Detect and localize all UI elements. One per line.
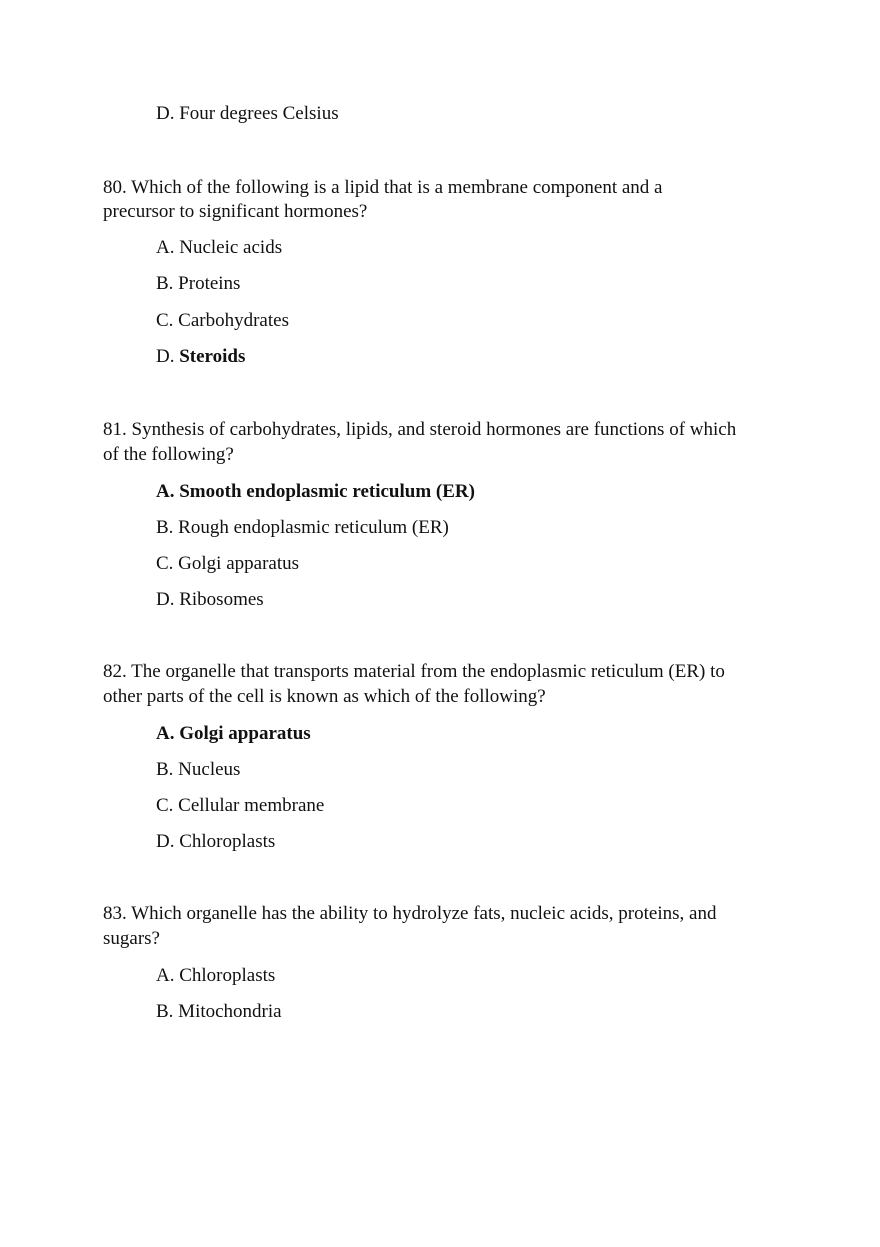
question-text: 83. Which organelle has the ability to hydrolyze fats, nucleic acids, proteins, and (103, 903, 717, 924)
option: D. Chloroplasts (156, 831, 276, 852)
question-text: 81. Synthesis of carbohydrates, lipids, and steroid hormones are functions of which (103, 419, 737, 440)
option: C. Carbohydrates (156, 310, 289, 331)
answer-text: Steroids (179, 346, 246, 367)
question-text: of the following? (103, 444, 234, 465)
option: C. Cellular membrane (156, 795, 325, 816)
question-text: 82. The organelle that transports material from the endoplasmic reticulum (ER) to (103, 661, 725, 682)
option: D. Ribosomes (156, 589, 264, 610)
option: A. Nucleic acids (156, 237, 283, 258)
option: B. Nucleus (156, 759, 241, 780)
option-correct (156, 345, 245, 369)
question-text: sugars? (103, 928, 160, 949)
question-text: 80. Which of the following is a lipid that is a membrane component and a (103, 177, 663, 198)
question-text: other parts of the cell is known as which of the following? (103, 686, 546, 707)
question-text: precursor to significant hormones? (103, 201, 368, 222)
option: C. Golgi apparatus (156, 553, 300, 574)
option-prefix: D. (156, 346, 180, 367)
option: B. Rough endoplasmic reticulum (ER) (156, 517, 449, 538)
option: B. Mitochondria (156, 1001, 282, 1022)
option-correct: A. Golgi apparatus (156, 723, 311, 744)
prev-question-option-d: D. Four degrees Celsius (156, 103, 339, 124)
option: A. Chloroplasts (156, 965, 276, 986)
option-correct: A. Smooth endoplasmic reticulum (ER) (156, 481, 475, 502)
option: B. Proteins (156, 273, 241, 294)
